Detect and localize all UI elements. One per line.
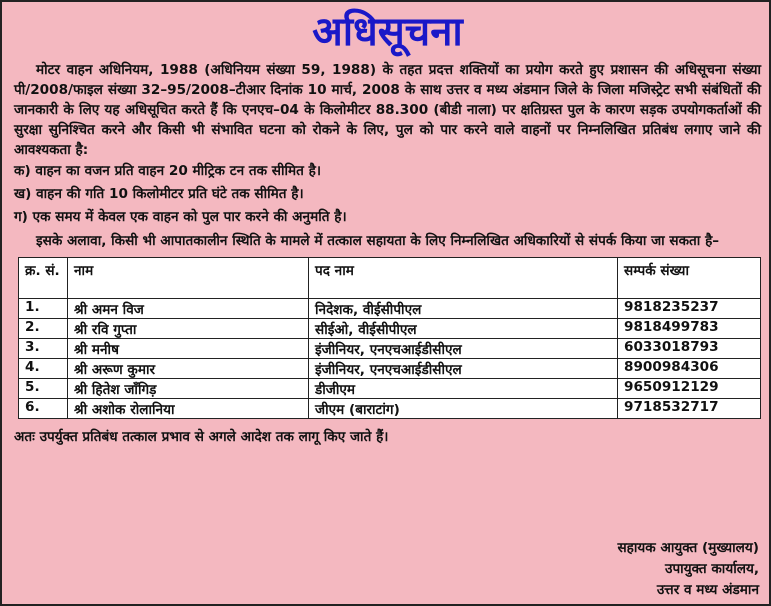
table-row (19, 319, 761, 339)
signature-designation: सहायक आयुक्त (मुख्यालय) (617, 540, 759, 556)
table-row (19, 379, 761, 399)
cell-serial: 5. (19, 379, 68, 399)
condition-item: ग) एक समय में केवल एक वाहन को पुल पार करने की अनुमति है। (14, 209, 347, 225)
cell-name: श्री अरूण कुमार (68, 359, 309, 379)
cell-name: श्री मनीष (68, 339, 309, 359)
cell-designation: डीजीएम (309, 379, 618, 399)
header-designation: पद नाम (309, 258, 618, 299)
cell-phone: 9650912129 (618, 379, 761, 399)
cell-designation: जीएम (बाराटांग) (309, 399, 618, 419)
cell-designation: निदेशक, वीईसीपीएल (309, 299, 618, 319)
contact-paragraph: इसके अलावा, किसी भी आपातकालीन स्थिति के मामले में तत्काल सहायता के लिए निम्नलिखित अधिकारियों से संपर्क किया जा सकता है– (36, 233, 720, 249)
header-contact: सम्पर्क संख्या (618, 258, 761, 299)
closing-statement: अतः उपर्युक्त प्रतिबंध तत्काल प्रभाव से अगले आदेश तक लागू किए जाते हैं। (14, 429, 389, 445)
cell-designation: सीईओ, वीईसीपीएल (309, 319, 618, 339)
notification-title: अधिसूचना (312, 9, 463, 55)
signature-block (617, 538, 759, 601)
cell-name: श्री रवि गुप्ता (68, 319, 309, 339)
condition-item: ख) वाहन की गति 10 किलोमीटर प्रति घंटे तक सीमित है। (14, 186, 304, 202)
cell-designation: इंजीनियर, एनएचआईडीसीएल (309, 339, 618, 359)
table-row (19, 299, 761, 319)
intro-paragraph: मोटर वाहन अधिनियम, 1988 (अधिनियम संख्या 59, 1988) के तहत प्रदत्त शक्तियों का प्रयोग करते हुए प्रशासन की अधिसूचना संख्या पी/2008/फाइल संख्या 32–95/2008–टीआर दिनांक 10 मार्च, 2008 के साथ उत्तर व मध्य अंडमान जिले के जिला मजिस्ट्रेट सभी संबंधितों की जानकारी के लिए यह अधिसूचित करते हैं कि एनएच–04 के किलोमीटर 88.300 (बीडी नाला) पर क्षतिग्रस्त पुल के कारण सड़क उपयोगकर्ताओं की सुरक्षा सुनिश्चित करने और किसी भी संभावित घटना को रोकने के लिए, पुल को पार करने वाले वाहनों पर निम्नलिखित प्रतिबंध लगाए जाने की आवश्यकता है: (14, 62, 761, 158)
cell-name: श्री हितेश जाँगिड़ (68, 379, 309, 399)
cell-designation: इंजीनियर, एनएचआईडीसीएल (309, 359, 618, 379)
cell-serial: 3. (19, 339, 68, 359)
table-row (19, 359, 761, 379)
cell-phone: 9818235237 (618, 299, 761, 319)
cell-phone: 8900984306 (618, 359, 761, 379)
cell-serial: 2. (19, 319, 68, 339)
cell-phone: 9718532717 (618, 399, 761, 419)
header-serial: क्र. सं. (19, 258, 68, 299)
table-row (19, 339, 761, 359)
signature-location: उत्तर व मध्य अंडमान (656, 582, 759, 598)
condition-item: क) वाहन का वजन प्रति वाहन 20 मीट्रिक टन तक सीमित है। (14, 163, 321, 179)
cell-phone: 6033018793 (618, 339, 761, 359)
cell-serial: 4. (19, 359, 68, 379)
cell-serial: 6. (19, 399, 68, 419)
header-name: नाम (68, 258, 309, 299)
table-header-row (19, 258, 761, 299)
cell-serial: 1. (19, 299, 68, 319)
signature-office: उपायुक्त कार्यालय, (665, 561, 759, 577)
cell-name: श्री अशोक रोलानिया (68, 399, 309, 419)
cell-phone: 9818499783 (618, 319, 761, 339)
table-row (19, 399, 761, 419)
officers-table (18, 257, 761, 419)
cell-name: श्री अमन विज (68, 299, 309, 319)
